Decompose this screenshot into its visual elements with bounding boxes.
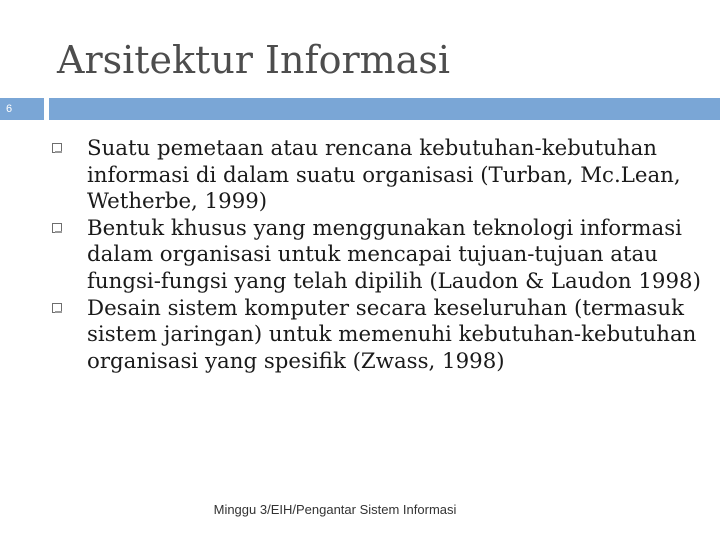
bullet-text: Suatu pemetaan atau rencana kebutuhan-kebutuhan informasi di dalam suatu organisasi (Turban, Mc.Lean, Wetherbe, 1999) [87, 136, 681, 215]
bullet-item [50, 296, 710, 376]
square-bullet-icon [52, 223, 62, 233]
title-divider-bar [49, 98, 720, 120]
slide-number: 6 [6, 103, 13, 115]
slide-number-bar [0, 98, 44, 120]
square-bullet-icon [52, 143, 62, 153]
slide-title: Arsitektur Informasi [57, 38, 450, 82]
slide-footer: Minggu 3/EIH/Pengantar Sistem Informasi [213, 502, 457, 517]
bullet-item [50, 136, 710, 216]
bullet-list [50, 136, 710, 375]
bullet-text: Desain sistem komputer secara keseluruhan (termasuk sistem jaringan) untuk memenuhi kebutuhan-kebutuhan organisasi yang spesifik (Zwass, 1998) [87, 295, 697, 374]
square-bullet-icon [52, 303, 62, 313]
bullet-text: Bentuk khusus yang menggunakan teknologi informasi dalam organisasi untuk mencapai tujuan-tujuan atau fungsi-fungsi yang telah dipilih (Laudon & Laudon 1998) [87, 215, 701, 294]
bullet-item [50, 216, 710, 296]
